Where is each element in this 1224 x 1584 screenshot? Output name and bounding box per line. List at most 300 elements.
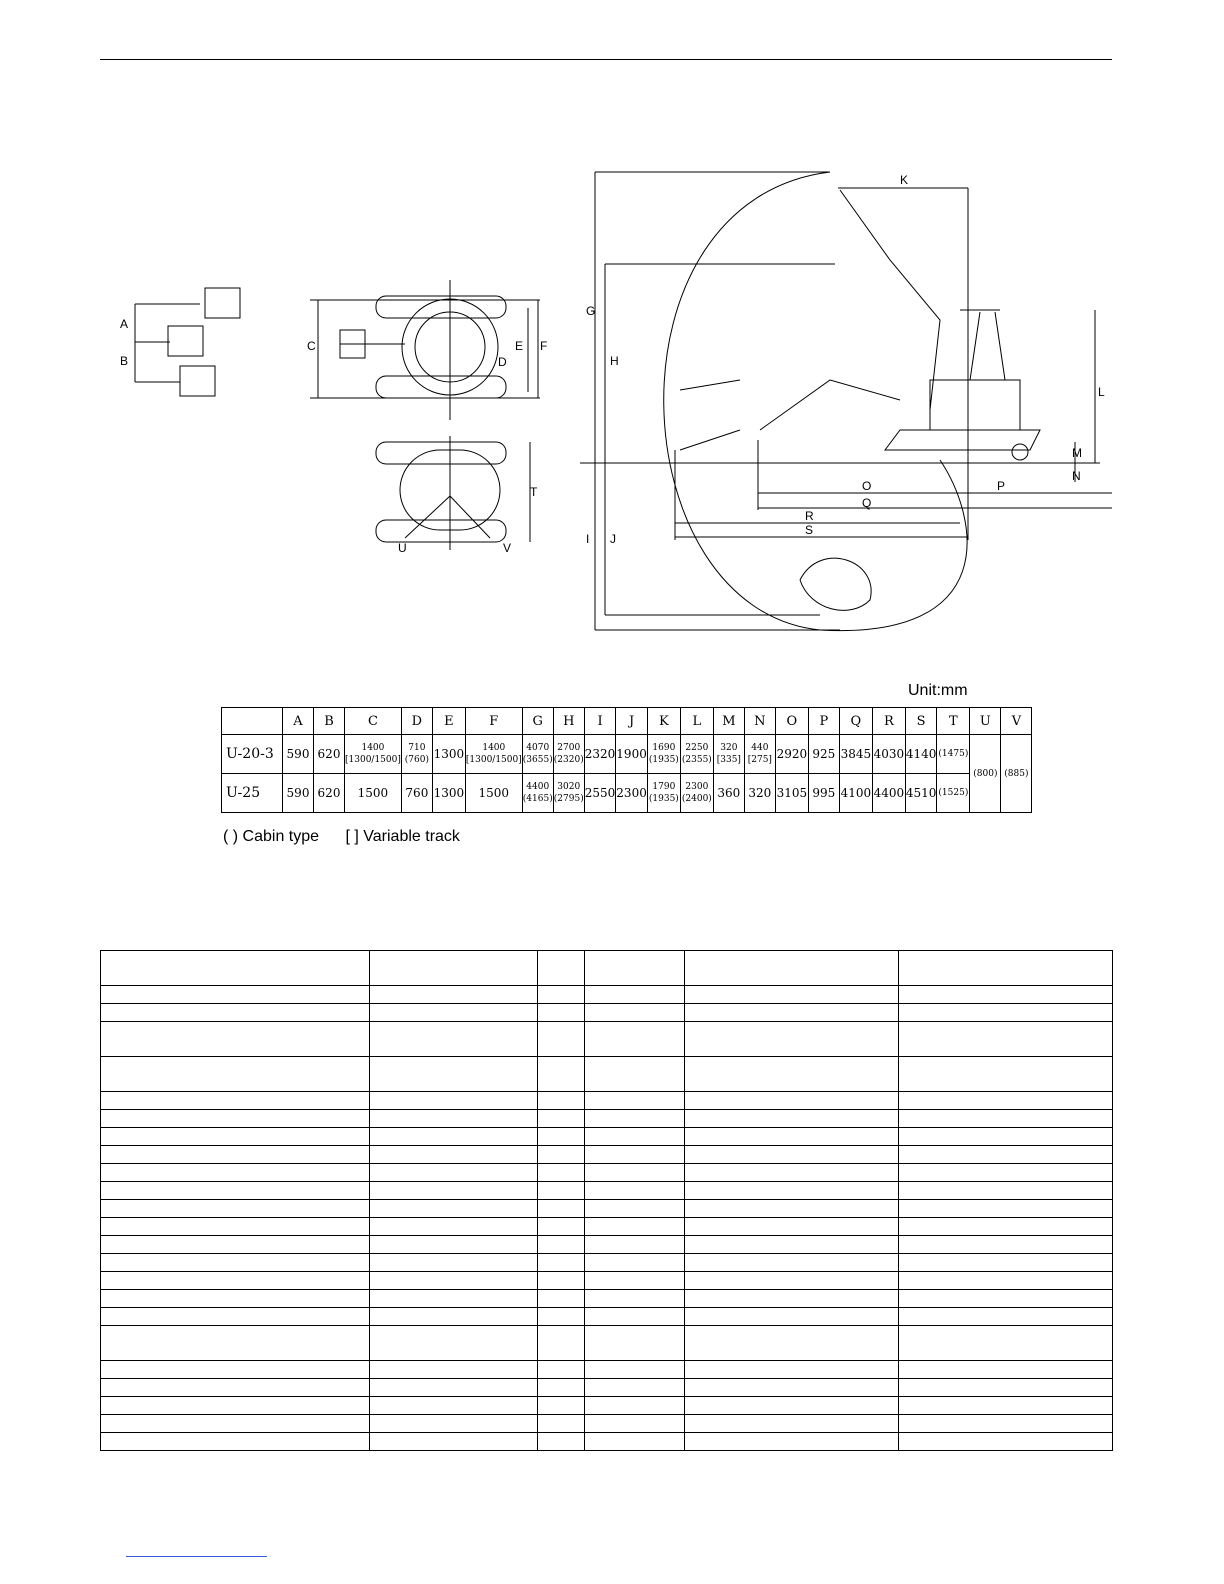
table-row [222,735,1032,774]
blank-cell [899,1236,1113,1254]
cell-c [345,735,402,774]
table-header-row [222,708,1032,735]
blank-cell [584,1092,685,1110]
blank-cell [369,1057,537,1092]
cell-n-main: 440 [751,743,769,753]
blank-cell [685,1110,899,1128]
cell-t-value: (1525) [938,788,969,798]
blank-table-body [101,951,1113,1451]
cell-a: 590 [283,774,314,813]
blank-cell [537,1254,584,1272]
blank-cell [369,1182,537,1200]
blank-cell [584,1272,685,1290]
blank-cell [537,1308,584,1326]
blank-spec-table [100,950,1113,1451]
blank-cell [685,1415,899,1433]
col-header: I [584,708,616,735]
blank-row [101,1110,1113,1128]
blank-row [101,1326,1113,1361]
blank-cell [584,1379,685,1397]
blank-row [101,1379,1113,1397]
col-header: T [937,708,970,735]
col-header: O [775,708,808,735]
cell-f-alt: [1300/1500] [465,755,522,765]
blank-cell [899,1415,1113,1433]
cell-l-main: 2250 [685,743,709,753]
blank-cell [685,951,899,986]
blank-cell [537,1182,584,1200]
blank-cell [685,1236,899,1254]
blank-cell [369,1361,537,1379]
cell-v-value: (885) [1004,768,1029,779]
blank-cell [101,951,370,986]
blank-cell [685,1128,899,1146]
blank-cell [685,1092,899,1110]
svg-text:E: E [515,339,524,353]
blank-cell [584,1200,685,1218]
blank-cell [899,1308,1113,1326]
cell-l-alt: (2355) [681,755,712,765]
blank-cell [899,1379,1113,1397]
blank-cell [369,1415,537,1433]
blank-cell [899,1182,1113,1200]
col-header: V [1001,708,1032,735]
cell-j: 1900 [616,735,648,774]
svg-text:S: S [805,523,814,537]
blank-row [101,1164,1113,1182]
blank-cell [369,1308,537,1326]
blank-cell [369,1433,537,1451]
blank-cell [537,1004,584,1022]
svg-text:T: T [530,485,538,499]
cell-b: 620 [314,735,345,774]
blank-cell [685,1272,899,1290]
blank-cell [537,1110,584,1128]
cell-s: 4140 [905,735,937,774]
cell-k-main: 1790 [652,782,676,792]
cell-o: 3105 [775,774,808,813]
blank-cell [685,1433,899,1451]
cell-g [522,774,553,813]
blank-cell [101,1218,370,1236]
blank-cell [369,1128,537,1146]
svg-text:I: I [586,532,590,546]
col-header: A [283,708,314,735]
col-header: C [345,708,402,735]
blank-row [101,1415,1113,1433]
col-header: F [465,708,522,735]
cell-k-alt: (1935) [648,755,679,765]
col-header: E [432,708,465,735]
blank-cell [369,1397,537,1415]
blank-cell [537,1092,584,1110]
cell-t-value: (1475) [938,749,969,759]
blank-cell [899,1092,1113,1110]
blank-row [101,986,1113,1004]
cell-d: 760 [401,774,432,813]
blank-cell [101,1110,370,1128]
cell-c-alt: [1300/1500] [345,755,401,765]
blank-cell [369,1236,537,1254]
model-cell: U-25 [222,774,283,813]
cell-i: 2550 [584,774,616,813]
blank-cell [685,1022,899,1057]
blank-cell [899,1057,1113,1092]
blank-cell [101,1272,370,1290]
legend-cabin: ( ) Cabin type [223,828,320,845]
col-header: S [905,708,937,735]
svg-text:J: J [610,532,616,546]
blank-cell [101,1308,370,1326]
blank-cell [537,1057,584,1092]
col-header: R [872,708,905,735]
blank-cell [899,1200,1113,1218]
cell-h [553,774,584,813]
blank-row [101,1397,1113,1415]
col-header: M [713,708,744,735]
model-cell: U-20-3 [222,735,283,774]
blank-cell [685,1182,899,1200]
blank-cell [685,1379,899,1397]
cell-h [553,735,584,774]
svg-text:M: M [1072,446,1082,460]
svg-text:G: G [586,304,596,318]
svg-text:P: P [997,479,1006,493]
blank-cell [899,1290,1113,1308]
blank-cell [101,1254,370,1272]
blank-cell [101,1092,370,1110]
blank-row [101,1004,1113,1022]
blank-cell [369,951,537,986]
blank-cell [899,1110,1113,1128]
cell-l-alt: (2400) [681,794,712,804]
blank-cell [537,1272,584,1290]
cell-e: 1300 [432,735,465,774]
svg-text:R: R [805,509,814,523]
svg-text:L: L [1098,385,1105,399]
blank-cell [101,986,370,1004]
svg-text:B: B [120,354,129,368]
blank-cell [899,1146,1113,1164]
blank-cell [685,1200,899,1218]
cell-h-alt: (2320) [553,755,584,765]
blank-cell [584,1415,685,1433]
cell-g-main: 4400 [526,782,550,792]
blank-cell [685,1164,899,1182]
col-header: P [808,708,839,735]
svg-text:D: D [498,355,507,369]
blank-cell [685,1057,899,1092]
blank-cell [899,1254,1113,1272]
cell-m: 360 [713,774,744,813]
blank-cell [101,1057,370,1092]
blank-cell [899,986,1113,1004]
svg-text:H: H [610,354,619,368]
cell-t [937,774,970,813]
cell-c-main: 1400 [361,743,385,753]
col-header: N [744,708,775,735]
blank-cell [685,986,899,1004]
blank-cell [369,1092,537,1110]
blank-cell [584,1057,685,1092]
blank-cell [369,1200,537,1218]
blank-row [101,1146,1113,1164]
dimension-diagram [100,160,1124,640]
blank-cell [899,1128,1113,1146]
cell-n [744,735,775,774]
svg-text:F: F [540,339,548,353]
blank-cell [584,1128,685,1146]
blank-cell [584,1433,685,1451]
blank-cell [899,1361,1113,1379]
blank-cell [537,1433,584,1451]
blank-row [101,1022,1113,1057]
blank-cell [584,1164,685,1182]
table-row [222,774,1032,813]
cell-k [647,774,680,813]
cell-d-alt: (760) [404,755,429,765]
blank-cell [899,1164,1113,1182]
cell-i: 2320 [584,735,616,774]
blank-cell [899,1433,1113,1451]
cell-u [970,735,1001,813]
blank-row [101,1182,1113,1200]
blank-cell [584,1236,685,1254]
cell-n: 320 [744,774,775,813]
cell-k [647,735,680,774]
blank-cell [685,1326,899,1361]
col-header: Q [839,708,872,735]
blank-cell [101,1236,370,1254]
cell-m-main: 320 [720,743,738,753]
blank-cell [685,1146,899,1164]
cell-g-main: 4070 [526,743,550,753]
blank-cell [369,1379,537,1397]
blank-cell [537,951,584,986]
cell-p: 995 [808,774,839,813]
cell-h-alt: (2795) [553,794,584,804]
blank-cell [584,951,685,986]
cell-m [713,735,744,774]
blank-cell [101,1182,370,1200]
cell-n-alt: [275] [747,755,772,765]
blank-cell [537,1022,584,1057]
cell-r: 4030 [872,735,905,774]
blank-cell [101,1164,370,1182]
blank-cell [101,1361,370,1379]
blank-cell [369,1110,537,1128]
blank-cell [369,1254,537,1272]
cell-a: 590 [283,735,314,774]
blank-cell [537,1200,584,1218]
blank-row [101,1272,1113,1290]
blank-cell [537,1128,584,1146]
svg-text:A: A [120,317,129,331]
blank-cell [101,1022,370,1057]
blank-row [101,1057,1113,1092]
cell-u-value: (800) [973,768,998,779]
blank-cell [369,1146,537,1164]
blank-cell [101,1433,370,1451]
blank-row [101,1433,1113,1451]
blank-cell [369,1218,537,1236]
cell-r: 4400 [872,774,905,813]
blank-cell [537,1361,584,1379]
blank-cell [899,1218,1113,1236]
blank-cell [899,1326,1113,1361]
blank-cell [685,1218,899,1236]
blank-cell [685,1254,899,1272]
footer-link-underline[interactable] [126,1556,267,1557]
blank-cell [537,1218,584,1236]
cell-c: 1500 [345,774,402,813]
blank-cell [537,1326,584,1361]
blank-cell [584,1326,685,1361]
table-legend [223,828,482,846]
table-corner [222,708,283,735]
blank-cell [537,1290,584,1308]
cell-j: 2300 [616,774,648,813]
blank-row [101,1236,1113,1254]
cell-g [522,735,553,774]
col-header: G [522,708,553,735]
blank-cell [101,1004,370,1022]
cell-b: 620 [314,774,345,813]
cell-h-main: 3020 [557,782,581,792]
cell-d-main: 710 [408,743,426,753]
blank-cell [537,1146,584,1164]
blank-cell [584,1254,685,1272]
svg-text:Q: Q [862,496,872,510]
blank-row [101,1308,1113,1326]
blank-cell [101,1379,370,1397]
cell-p: 925 [808,735,839,774]
blank-cell [369,1164,537,1182]
cell-l [680,735,713,774]
blank-cell [101,1415,370,1433]
cell-o: 2920 [775,735,808,774]
svg-text:O: O [862,479,872,493]
cell-g-alt: (4165) [522,794,553,804]
cell-q: 4100 [839,774,872,813]
blank-cell [584,1218,685,1236]
blank-cell [584,986,685,1004]
blank-cell [584,1110,685,1128]
cell-l-main: 2300 [685,782,709,792]
cell-q: 3845 [839,735,872,774]
blank-row [101,1218,1113,1236]
cell-v [1001,735,1032,813]
blank-cell [369,1326,537,1361]
blank-cell [537,986,584,1004]
cell-t [937,735,970,774]
blank-cell [584,1004,685,1022]
blank-cell [101,1200,370,1218]
blank-row [101,1361,1113,1379]
cell-f [465,735,522,774]
blank-cell [537,1415,584,1433]
blank-cell [369,1022,537,1057]
cell-h-main: 2700 [557,743,581,753]
dimensions-table [221,707,1032,813]
blank-row [101,1128,1113,1146]
blank-cell [899,951,1113,986]
blank-cell [101,1146,370,1164]
blank-cell [584,1182,685,1200]
blank-row [101,951,1113,986]
cell-s: 4510 [905,774,937,813]
svg-text:K: K [900,173,909,187]
cell-e: 1300 [432,774,465,813]
cell-f: 1500 [465,774,522,813]
cell-m-alt: [335] [716,755,741,765]
col-header: L [680,708,713,735]
svg-text:C: C [307,339,316,353]
blank-cell [584,1361,685,1379]
blank-cell [685,1290,899,1308]
blank-row [101,1290,1113,1308]
blank-cell [369,1272,537,1290]
cell-k-alt: (1935) [648,794,679,804]
col-header: D [401,708,432,735]
col-header: B [314,708,345,735]
blank-cell [537,1397,584,1415]
blank-row [101,1254,1113,1272]
blank-cell [685,1361,899,1379]
blank-cell [584,1290,685,1308]
col-header: J [616,708,648,735]
blank-cell [899,1004,1113,1022]
cell-d [401,735,432,774]
col-header: K [647,708,680,735]
blank-cell [685,1004,899,1022]
svg-text:N: N [1072,469,1081,483]
col-header: U [970,708,1001,735]
blank-cell [584,1308,685,1326]
cell-l [680,774,713,813]
cell-f-main: 1400 [482,743,506,753]
blank-row [101,1200,1113,1218]
blank-cell [101,1290,370,1308]
legend-track: [ ] Variable track [345,828,460,845]
blank-cell [584,1022,685,1057]
blank-cell [369,986,537,1004]
cell-g-alt: (3655) [522,755,553,765]
blank-cell [685,1308,899,1326]
svg-text:V: V [503,541,512,555]
blank-cell [101,1128,370,1146]
svg-text:U: U [398,541,407,555]
blank-cell [537,1379,584,1397]
blank-cell [101,1397,370,1415]
blank-cell [899,1397,1113,1415]
header-rule [100,59,1112,60]
blank-cell [899,1272,1113,1290]
blank-cell [537,1236,584,1254]
blank-cell [369,1290,537,1308]
blank-cell [584,1146,685,1164]
unit-label: Unit:mm [908,682,968,699]
blank-cell [584,1397,685,1415]
blank-cell [101,1326,370,1361]
col-header: H [553,708,584,735]
blank-cell [537,1164,584,1182]
blank-cell [369,1004,537,1022]
cell-k-main: 1690 [652,743,676,753]
blank-row [101,1092,1113,1110]
blank-cell [685,1397,899,1415]
blank-cell [899,1022,1113,1057]
